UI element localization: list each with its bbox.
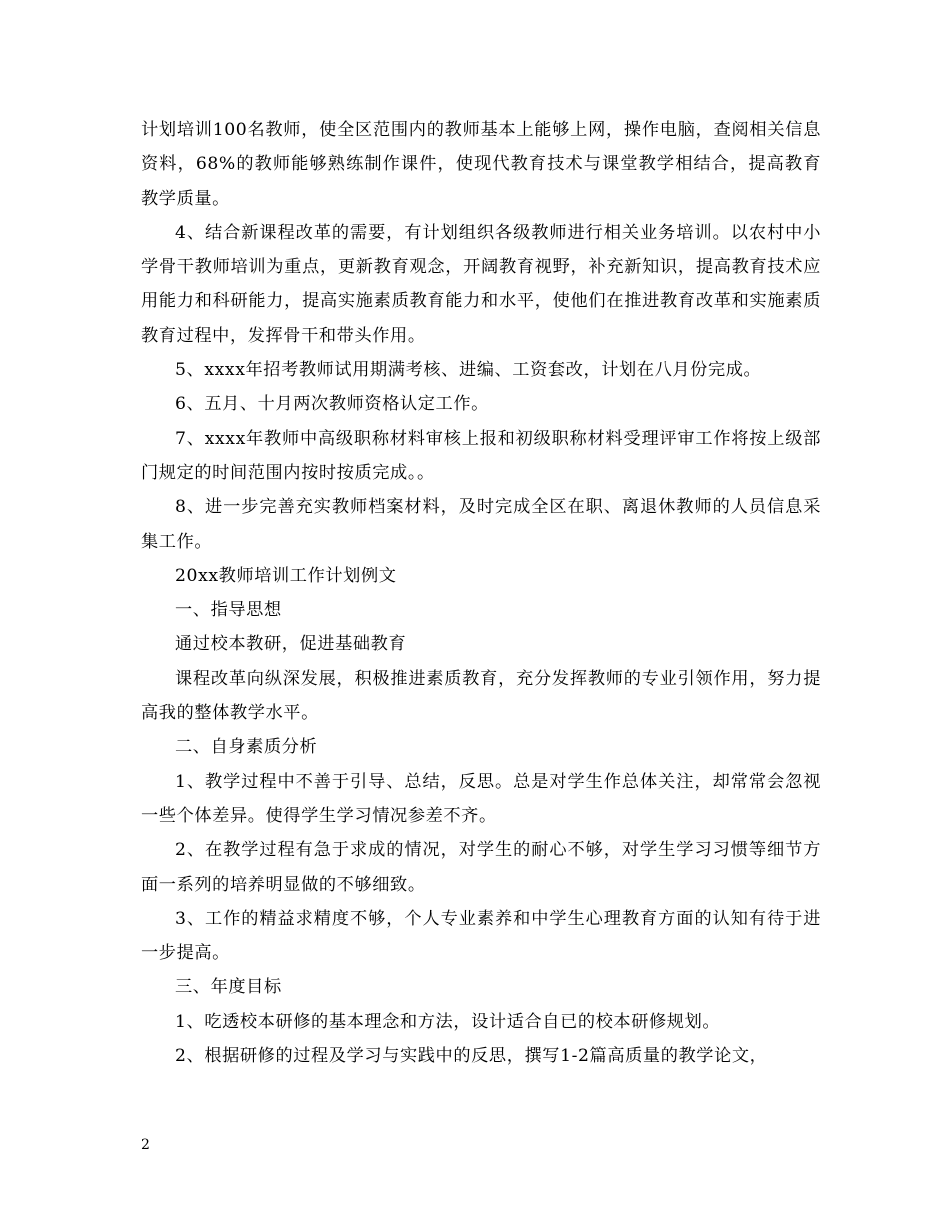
paragraph: 6、五月、十月两次教师资格认定工作。: [175, 394, 489, 415]
paragraph: 课程改革向纵深发展，积极推进素质教育，充分发挥教师的专业引领作用，努力提高我的整体教学水平。: [141, 668, 821, 724]
paragraph: 计划培训100名教师，使全区范围内的教师基本上能够上网，操作电脑，查阅相关信息资料，68%的教师能够熟练制作课件，使现代教育技术与课堂教学相结合，提高教育教学质量。: [141, 120, 821, 209]
paragraph: 4、结合新课程改革的需要，有计划组织各级教师进行相关业务培训。以农村中小学骨干教师培训为重点，更新教育观念，开阔教育视野，补充新知识，提高教育技术应用能力和科研能力，提高实施素质教育能力和水平，使他们在推进教育改革和实施素质教育过程中，发挥骨干和带头作用。: [141, 222, 821, 346]
heading-guiding-ideology: 一、指导思想: [175, 600, 282, 621]
section-title: 20xx教师培训工作计划例文: [175, 565, 397, 586]
paragraph: 7、xxxx年教师中高级职称材料审核上报和初级职称材料受理评审工作将按上级部门规定的时间范围内按时按质完成。。: [141, 428, 821, 483]
paragraph: 通过校本教研，促进基础教育: [175, 634, 407, 655]
heading-annual-goals: 三、年度目标: [175, 977, 282, 998]
page-number: 2: [141, 1137, 150, 1153]
paragraph: 2、在教学过程有急于求成的情况，对学生的耐心不够，对学生学习习惯等细节方面一系列的培养明显做的不够细致。: [141, 840, 821, 895]
paragraph: 2、根据研修的过程及学习与实践中的反思，撰写1-2篇高质量的教学论文，: [175, 1046, 768, 1067]
paragraph: 5、xxxx年招考教师试用期满考核、进编、工资套改，计划在八月份完成。: [175, 360, 762, 381]
heading-self-analysis: 二、自身素质分析: [175, 737, 318, 758]
document-body: [141, 113, 821, 1073]
paragraph: 1、教学过程中不善于引导、总结，反思。总是对学生作总体关注，却常常会忽视一些个体差异。使得学生学习情况参差不齐。: [141, 771, 821, 826]
paragraph: 1、吃透校本研修的基本理念和方法，设计适合自已的校本研修规划。: [175, 1011, 721, 1032]
paragraph: 8、进一步完善充实教师档案材料，及时完成全区在职、离退休教师的人员信息采集工作。: [141, 497, 821, 552]
paragraph: 3、工作的精益求精度不够，个人专业素养和中学生心理教育方面的认知有待于进一步提高。: [141, 908, 821, 964]
